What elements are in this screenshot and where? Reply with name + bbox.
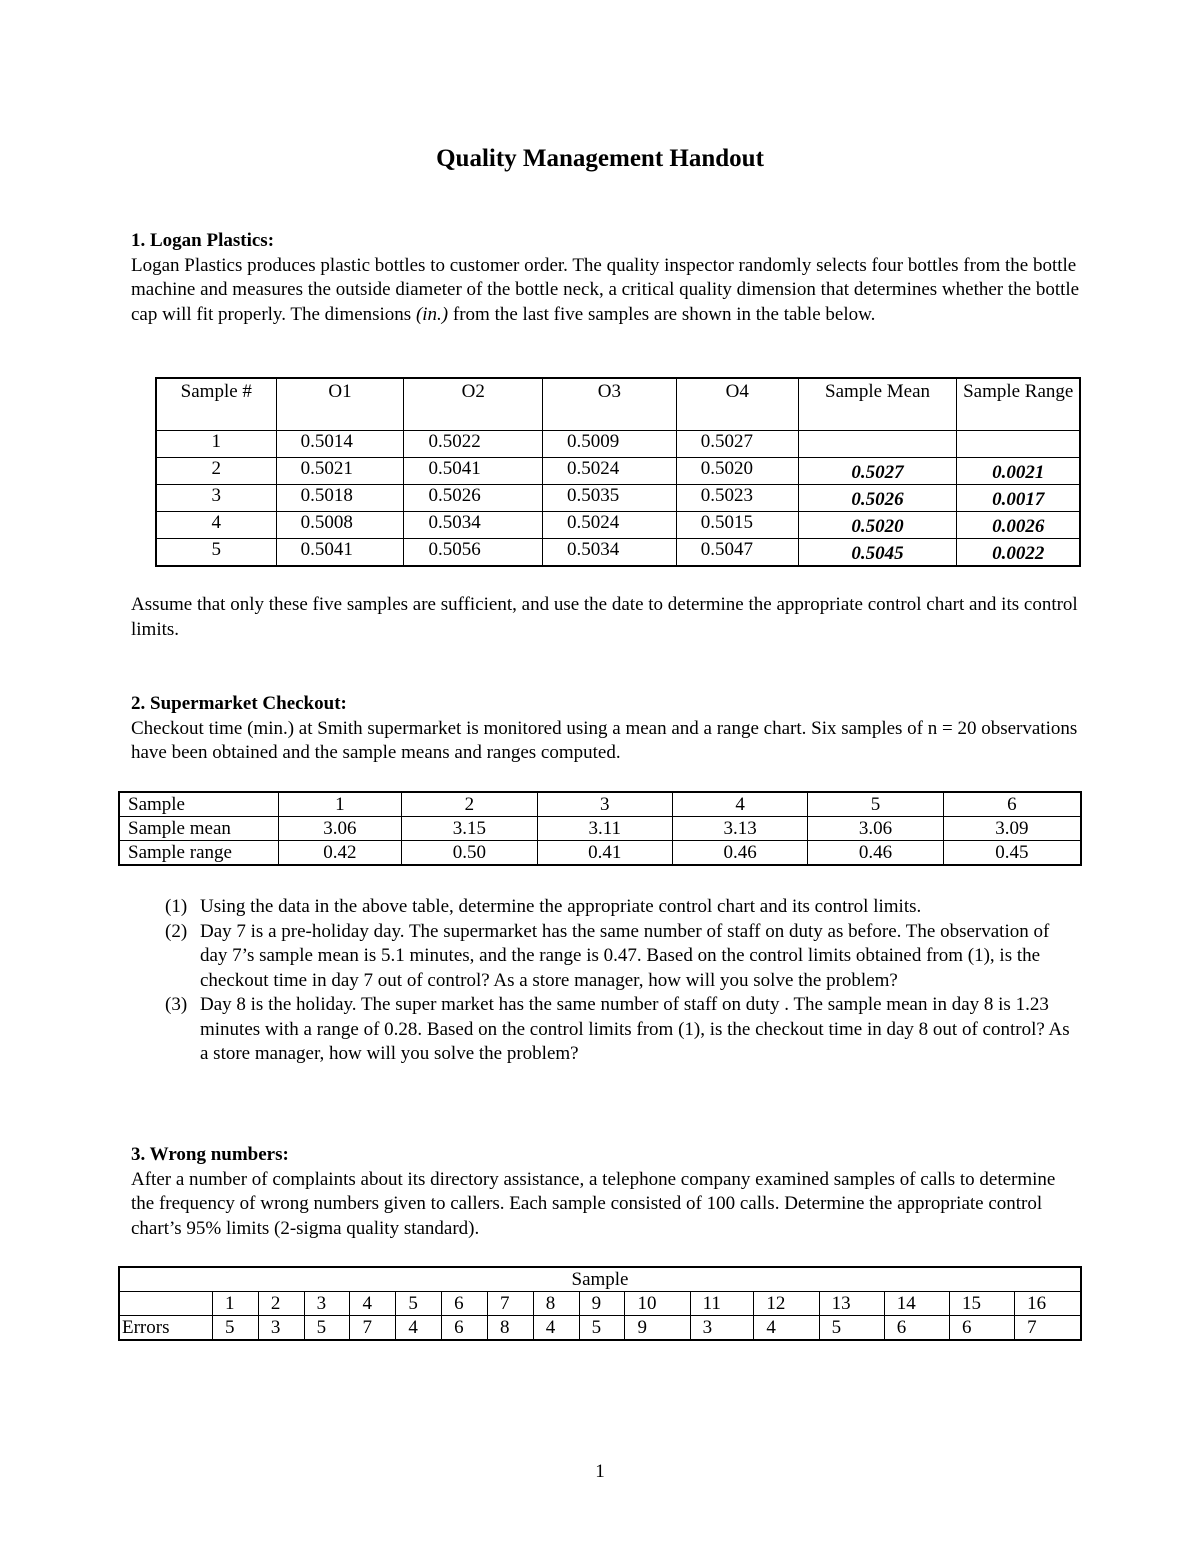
table-header-cell: O2 xyxy=(404,378,543,431)
table-cell: 3.06 xyxy=(808,817,943,841)
sample-number-cell: 4 xyxy=(350,1292,396,1316)
section1-unit: (in.) xyxy=(415,303,449,325)
table-cell: 0.5018 xyxy=(276,485,404,512)
table-header-cell: Sample Mean xyxy=(798,378,957,431)
table-header-cell: Sample Range xyxy=(957,378,1080,431)
table-cell: 5 xyxy=(156,539,276,567)
errors-cell: 6 xyxy=(949,1316,1014,1341)
sample-number-cell: 7 xyxy=(487,1292,533,1316)
table-cell: 0.5021 xyxy=(276,458,404,485)
table-cell: 0.0017 xyxy=(957,485,1080,512)
question-item xyxy=(165,993,1080,1067)
question-text: Day 7 is a pre-holiday day. The supermarket has the same number of staff on duty as before. The observation of day 7’s sample mean is 5.1 minutes, and the range is 0.47. Based on the control limits obtained from (1), is the checkout time in day 7 out of control? As a store manager, how will you solve the problem? xyxy=(200,920,1050,991)
table-cell: 0.5026 xyxy=(404,485,543,512)
table-cell: 0.46 xyxy=(672,841,807,866)
table-cell: 0.5026 xyxy=(798,485,957,512)
table-cell: 0.5020 xyxy=(676,458,798,485)
question-number: (1) xyxy=(165,896,188,917)
section2-heading: 2. Supermarket Checkout: xyxy=(131,693,347,714)
table-cell: 4 xyxy=(156,512,276,539)
sample-number-cell: 6 xyxy=(442,1292,488,1316)
question-number: (2) xyxy=(165,920,188,942)
table-cell: 0.50 xyxy=(402,841,537,866)
section2-question-list xyxy=(165,895,1080,1067)
table-cell: 0.0021 xyxy=(957,458,1080,485)
empty-cell xyxy=(119,1292,213,1316)
wrong-numbers-table xyxy=(118,1266,1082,1341)
table-cell: 0.5024 xyxy=(543,512,677,539)
errors-cell: 3 xyxy=(258,1316,304,1341)
errors-cell: 5 xyxy=(579,1316,625,1341)
table-row xyxy=(156,512,1080,539)
table-cell: 0.5034 xyxy=(404,512,543,539)
table-cell xyxy=(957,431,1080,458)
table-cell: 0.5041 xyxy=(404,458,543,485)
question-number: (3) xyxy=(165,994,188,1015)
table-row xyxy=(119,817,1081,841)
table-cell: 0.5008 xyxy=(276,512,404,539)
row-label-cell: Sample range xyxy=(119,841,278,866)
sample-number-cell: 14 xyxy=(884,1292,949,1316)
sample-number-cell: 15 xyxy=(949,1292,1014,1316)
table-cell: 0.0022 xyxy=(957,539,1080,567)
table-cell: 0.5056 xyxy=(404,539,543,567)
table-row xyxy=(156,458,1080,485)
errors-cell: 9 xyxy=(625,1316,690,1341)
errors-cell: 6 xyxy=(442,1316,488,1341)
table-cell: 2 xyxy=(156,458,276,485)
table-cell: 3.06 xyxy=(278,817,402,841)
table-cell: 0.5014 xyxy=(276,431,404,458)
question-text: Day 8 is the holiday. The super market has the same number of staff on duty . The sample mean in day 8 is 1.23 minutes with a range of 0.28. Based on the control limits from (1), is the checkout time in day 8 out of control? As a store manager, how will you solve the problem? xyxy=(200,994,1070,1064)
errors-cell: 4 xyxy=(754,1316,819,1341)
table-cell: 3.15 xyxy=(402,817,537,841)
sample-number-cell: 2 xyxy=(258,1292,304,1316)
errors-cell: 7 xyxy=(1015,1316,1081,1341)
table-cell: 0.46 xyxy=(808,841,943,866)
table-row xyxy=(156,431,1080,458)
section1-text-a: Logan Plastics produces plastic bottles to customer order. The quality inspector randomly selects four bottles from the bottle machine and measures the outside diameter of the bottle neck, a critical quality dimension that determines whether the bottle cap will fit properly. The dimensions xyxy=(131,254,1080,325)
table-cell: 0.5015 xyxy=(676,512,798,539)
sample-number-row xyxy=(119,1292,1081,1316)
table-cell: 0.5024 xyxy=(543,458,677,485)
checkout-samples-table xyxy=(118,791,1082,866)
table-cell: 0.42 xyxy=(278,841,402,866)
table-cell: 0.5035 xyxy=(543,485,677,512)
table-cell: 0.5047 xyxy=(676,539,798,567)
errors-cell: 5 xyxy=(819,1316,884,1341)
sample-number-cell: 13 xyxy=(819,1292,884,1316)
sample-number-cell: 3 xyxy=(304,1292,350,1316)
row-label-cell: Sample xyxy=(119,792,278,817)
section1-block xyxy=(131,229,1081,327)
table-row xyxy=(156,539,1080,567)
table-cell: 0.45 xyxy=(943,841,1081,866)
table-cell: 0.5041 xyxy=(276,539,404,567)
table-cell: 0.5034 xyxy=(543,539,677,567)
page-title: Quality Management Handout xyxy=(436,145,764,172)
errors-cell: 6 xyxy=(884,1316,949,1341)
table-header-cell: Sample # xyxy=(156,378,276,431)
section2-block xyxy=(131,692,1081,766)
sample-number-cell: 12 xyxy=(754,1292,819,1316)
table-cell: 0.0026 xyxy=(957,512,1080,539)
table-cell: 5 xyxy=(808,792,943,817)
table-cell: 0.5027 xyxy=(676,431,798,458)
errors-cell: 8 xyxy=(487,1316,533,1341)
table-cell: 0.5023 xyxy=(676,485,798,512)
errors-cell: 4 xyxy=(533,1316,579,1341)
sample-number-cell: 8 xyxy=(533,1292,579,1316)
row-label-cell: Sample mean xyxy=(119,817,278,841)
section1-heading: 1. Logan Plastics: xyxy=(131,230,275,251)
table-header-cell: O3 xyxy=(543,378,677,431)
errors-cell: 4 xyxy=(396,1316,442,1341)
question-item xyxy=(165,895,1080,920)
table-cell: 3.09 xyxy=(943,817,1081,841)
table-header-cell: O1 xyxy=(276,378,404,431)
table-header-row xyxy=(156,378,1080,431)
section1-after-text: Assume that only these five samples are sufficient, and use the date to determine the appropriate control chart and its control limits. xyxy=(131,594,1078,640)
sample-number-cell: 1 xyxy=(213,1292,259,1316)
table-cell: 0.5009 xyxy=(543,431,677,458)
table-cell: 2 xyxy=(402,792,537,817)
table-row xyxy=(156,485,1080,512)
table-cell: 0.41 xyxy=(537,841,672,866)
table-header-cell: O4 xyxy=(676,378,798,431)
table-cell: 1 xyxy=(156,431,276,458)
sample-span-header: Sample xyxy=(119,1267,1081,1292)
table-cell: 1 xyxy=(278,792,402,817)
table-row xyxy=(119,792,1081,817)
question-text: Using the data in the above table, determine the appropriate control chart and its control limits. xyxy=(200,896,922,917)
table-cell: 3 xyxy=(537,792,672,817)
table-cell: 0.5020 xyxy=(798,512,957,539)
table-cell: 0.5022 xyxy=(404,431,543,458)
table-cell: 3 xyxy=(156,485,276,512)
section1-text-b: from the last five samples are shown in the table below. xyxy=(448,303,876,325)
sample-number-cell: 11 xyxy=(690,1292,754,1316)
section3-text: After a number of complaints about its directory assistance, a telephone company examined samples of calls to determine the frequency of wrong numbers given to callers. Each sample consisted of 100 calls. Determine the appropriate control chart’s 95% limits (2-sigma quality standard). xyxy=(131,1168,1056,1239)
bottle-dimensions-table xyxy=(155,377,1081,567)
table-row xyxy=(119,841,1081,866)
errors-row xyxy=(119,1316,1081,1341)
section3-block xyxy=(131,1143,1081,1241)
row-label-cell: Errors xyxy=(119,1316,213,1341)
section2-text: Checkout time (min.) at Smith supermarket is monitored using a mean and a range chart. Six samples of n = 20 observations have been obtained and the sample means and ranges computed. xyxy=(131,717,1078,763)
errors-cell: 3 xyxy=(690,1316,754,1341)
errors-cell: 5 xyxy=(213,1316,259,1341)
table-cell xyxy=(798,431,957,458)
sample-number-cell: 5 xyxy=(396,1292,442,1316)
table-cell: 0.5045 xyxy=(798,539,957,567)
section3-heading: 3. Wrong numbers: xyxy=(131,1144,289,1165)
question-item xyxy=(165,920,1080,994)
sample-number-cell: 10 xyxy=(625,1292,690,1316)
table-cell: 4 xyxy=(672,792,807,817)
table-header-row xyxy=(119,1267,1081,1292)
page-number: 1 xyxy=(595,1461,605,1482)
table-cell: 0.5027 xyxy=(798,458,957,485)
table-cell: 6 xyxy=(943,792,1081,817)
sample-number-cell: 16 xyxy=(1015,1292,1081,1316)
sample-number-cell: 9 xyxy=(579,1292,625,1316)
errors-cell: 5 xyxy=(304,1316,350,1341)
table-cell: 3.13 xyxy=(672,817,807,841)
table-cell: 3.11 xyxy=(537,817,672,841)
errors-cell: 7 xyxy=(350,1316,396,1341)
